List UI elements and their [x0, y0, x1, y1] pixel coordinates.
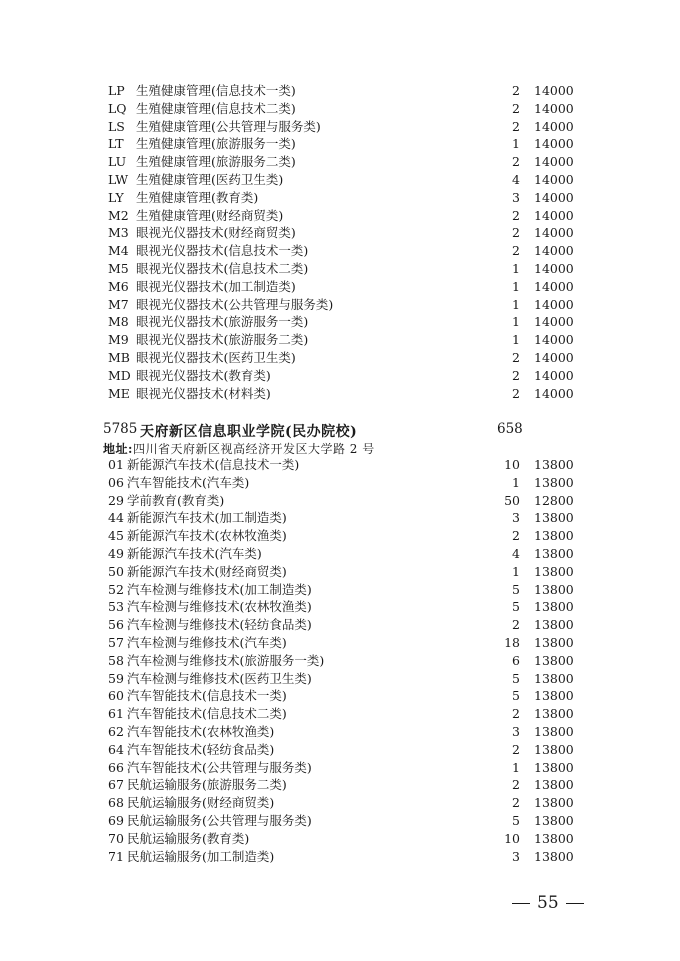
major-name: 汽车检测与维修技术(农林牧渔类): [127, 599, 312, 615]
major-code: LT: [108, 136, 124, 152]
major-code: LP: [108, 83, 125, 98]
plan-count: 2: [512, 385, 520, 401]
major-name: 汽车智能技术(信息技术二类): [127, 706, 287, 722]
plan-count: 2: [512, 528, 520, 544]
plan-count: 5: [512, 599, 520, 615]
major-name: 生殖健康管理(信息技术二类): [136, 100, 296, 116]
major-name: 眼视光仪器技术(信息技术一类): [136, 243, 309, 259]
major-code: 70: [108, 830, 124, 846]
plan-count: 2: [512, 207, 520, 223]
plan-count: 10: [504, 830, 520, 846]
major-name: 民航运输服务(教育类): [127, 830, 250, 846]
plan-count: 1: [512, 314, 520, 330]
major-code: 59: [108, 670, 124, 686]
tuition-fee: 14000: [534, 83, 574, 98]
tuition-fee: 14000: [534, 296, 574, 312]
tuition-fee: 14000: [534, 171, 574, 187]
plan-count: 3: [512, 510, 520, 526]
major-code: 57: [108, 634, 124, 650]
major-name: 汽车智能技术(轻纺食品类): [127, 741, 275, 757]
table-row: [0, 598, 680, 616]
table-row: [0, 367, 680, 385]
major-name: 眼视光仪器技术(医药卫生类): [136, 349, 296, 365]
major-name: 新能源汽车技术(汽车类): [127, 545, 262, 561]
plan-count: 2: [512, 741, 520, 757]
major-code: M9: [108, 332, 129, 348]
table-row: [0, 296, 680, 314]
plan-count: 50: [504, 492, 520, 508]
tuition-fee: 13800: [534, 599, 574, 615]
plan-count: 4: [512, 171, 520, 187]
major-code: 56: [108, 617, 124, 633]
tuition-fee: 13800: [534, 457, 574, 472]
major-name: 民航运输服务(财经商贸类): [127, 795, 275, 811]
major-name: 民航运输服务(加工制造类): [127, 848, 275, 864]
table-row: [0, 82, 680, 100]
major-name: 汽车检测与维修技术(轻纺食品类): [127, 617, 312, 633]
plan-count: 2: [512, 118, 520, 134]
major-name: 眼视光仪器技术(公共管理与服务类): [136, 296, 334, 312]
plan-count: 3: [512, 848, 520, 864]
address-text: 四川省天府新区视高经济开发区大学路 2 号: [132, 442, 375, 456]
major-list-school-5785: [0, 456, 680, 865]
page-number: [512, 893, 584, 913]
major-name: 汽车智能技术(公共管理与服务类): [127, 759, 312, 775]
plan-count: 1: [512, 278, 520, 294]
major-list-previous-school: [0, 82, 680, 402]
major-code: LS: [108, 118, 125, 134]
tuition-fee: 14000: [534, 385, 574, 401]
table-row: [0, 224, 680, 242]
major-code: 62: [108, 723, 124, 739]
plan-count: 1: [512, 563, 520, 579]
tuition-fee: 14000: [534, 154, 574, 170]
major-name: 汽车智能技术(汽车类): [127, 474, 250, 490]
school-total-plan: 658: [497, 421, 523, 437]
plan-count: 1: [512, 260, 520, 276]
major-code: 29: [108, 492, 124, 508]
tuition-fee: 13800: [534, 723, 574, 739]
plan-count: 6: [512, 652, 520, 668]
school-code: 5785: [103, 421, 138, 437]
major-code: M7: [108, 296, 129, 312]
major-name: 汽车检测与维修技术(旅游服务一类): [127, 652, 325, 668]
tuition-fee: 14000: [534, 332, 574, 348]
plan-count: 2: [512, 225, 520, 241]
major-name: 生殖健康管理(财经商贸类): [136, 207, 284, 223]
major-code: 58: [108, 652, 124, 668]
tuition-fee: 13800: [534, 652, 574, 668]
major-name: 眼视光仪器技术(财经商贸类): [136, 225, 296, 241]
plan-count: 4: [512, 545, 520, 561]
table-row: [0, 848, 680, 866]
plan-count: 2: [512, 617, 520, 633]
major-code: 69: [108, 812, 124, 828]
major-name: 民航运输服务(公共管理与服务类): [127, 812, 312, 828]
plan-count: 18: [504, 634, 520, 650]
school-address: [103, 440, 375, 457]
tuition-fee: 13800: [534, 848, 574, 864]
major-name: 新能源汽车技术(财经商贸类): [127, 563, 287, 579]
table-row: [0, 118, 680, 136]
table-row: [0, 349, 680, 367]
plan-count: 5: [512, 581, 520, 597]
table-row: [0, 723, 680, 741]
major-name: 眼视光仪器技术(旅游服务一类): [136, 314, 309, 330]
page-number-text: 55: [537, 893, 559, 913]
table-row: [0, 830, 680, 848]
plan-count: 2: [512, 777, 520, 793]
major-name: 生殖健康管理(旅游服务二类): [136, 154, 296, 170]
major-code: LW: [108, 171, 129, 187]
plan-count: 5: [512, 812, 520, 828]
major-name: 民航运输服务(旅游服务二类): [127, 777, 287, 793]
tuition-fee: 14000: [534, 367, 574, 383]
major-code: LY: [108, 189, 124, 205]
plan-count: 1: [512, 759, 520, 775]
tuition-fee: 14000: [534, 225, 574, 241]
major-code: 01: [108, 457, 124, 472]
major-name: 眼视光仪器技术(旅游服务二类): [136, 332, 309, 348]
plan-count: 3: [512, 723, 520, 739]
tuition-fee: 14000: [534, 314, 574, 330]
table-row: [0, 100, 680, 118]
school-name: 天府新区信息职业学院(民办院校): [140, 424, 358, 440]
plan-count: 1: [512, 296, 520, 312]
table-row: [0, 385, 680, 403]
table-row: [0, 153, 680, 171]
tuition-fee: 14000: [534, 100, 574, 116]
table-row: [0, 527, 680, 545]
major-code: LU: [108, 154, 127, 170]
major-code: 71: [108, 848, 124, 864]
major-name: 生殖健康管理(教育类): [136, 189, 259, 205]
table-row: [0, 456, 680, 474]
tuition-fee: 13800: [534, 545, 574, 561]
table-row: [0, 278, 680, 296]
major-code: M2: [108, 207, 129, 223]
major-code: 50: [108, 563, 124, 579]
major-name: 眼视光仪器技术(教育类): [136, 367, 271, 383]
plan-count: 2: [512, 349, 520, 365]
table-row: [0, 794, 680, 812]
major-code: 44: [108, 510, 124, 526]
tuition-fee: 13800: [534, 528, 574, 544]
tuition-fee: 14000: [534, 260, 574, 276]
major-name: 汽车检测与维修技术(汽车类): [127, 634, 287, 650]
plan-count: 5: [512, 688, 520, 704]
major-code: M8: [108, 314, 129, 330]
tuition-fee: 14000: [534, 136, 574, 152]
major-name: 新能源汽车技术(信息技术一类): [127, 457, 300, 472]
tuition-fee: 13800: [534, 563, 574, 579]
major-code: MD: [108, 367, 131, 383]
major-code: 49: [108, 545, 124, 561]
tuition-fee: 13800: [534, 741, 574, 757]
major-code: 06: [108, 474, 124, 490]
major-code: LQ: [108, 100, 127, 116]
table-row: [0, 741, 680, 759]
tuition-fee: 14000: [534, 243, 574, 259]
major-code: 66: [108, 759, 124, 775]
table-row: [0, 189, 680, 207]
page-dash-left: [512, 903, 530, 904]
major-name: 汽车检测与维修技术(加工制造类): [127, 581, 312, 597]
major-name: 汽车检测与维修技术(医药卫生类): [127, 670, 312, 686]
plan-count: 2: [512, 243, 520, 259]
tuition-fee: 13800: [534, 510, 574, 526]
table-row: [0, 545, 680, 563]
major-code: M6: [108, 278, 129, 294]
plan-count: 5: [512, 670, 520, 686]
table-row: [0, 776, 680, 794]
tuition-fee: 13800: [534, 830, 574, 846]
table-row: [0, 652, 680, 670]
major-name: 新能源汽车技术(农林牧渔类): [127, 528, 287, 544]
tuition-fee: 13800: [534, 812, 574, 828]
major-name: 生殖健康管理(公共管理与服务类): [136, 118, 321, 134]
address-label: 地址:: [103, 442, 133, 456]
major-code: MB: [108, 349, 130, 365]
tuition-fee: 13800: [534, 670, 574, 686]
table-row: [0, 207, 680, 225]
plan-count: 10: [504, 457, 520, 472]
major-code: 64: [108, 741, 124, 757]
plan-count: 2: [512, 367, 520, 383]
tuition-fee: 13800: [534, 777, 574, 793]
table-row: [0, 509, 680, 527]
plan-count: 2: [512, 154, 520, 170]
table-row: [0, 474, 680, 492]
tuition-fee: 14000: [534, 189, 574, 205]
table-row: [0, 563, 680, 581]
major-name: 眼视光仪器技术(加工制造类): [136, 278, 296, 294]
plan-count: 1: [512, 332, 520, 348]
major-code: 61: [108, 706, 124, 722]
table-row: [0, 670, 680, 688]
plan-count: 2: [512, 706, 520, 722]
tuition-fee: 14000: [534, 278, 574, 294]
tuition-fee: 14000: [534, 349, 574, 365]
tuition-fee: 14000: [534, 207, 574, 223]
table-row: [0, 759, 680, 777]
plan-count: 2: [512, 795, 520, 811]
major-name: 生殖健康管理(旅游服务一类): [136, 136, 296, 152]
tuition-fee: 13800: [534, 581, 574, 597]
tuition-fee: 13800: [534, 759, 574, 775]
tuition-fee: 14000: [534, 118, 574, 134]
table-row: [0, 812, 680, 830]
tuition-fee: 12800: [534, 492, 574, 508]
table-row: [0, 331, 680, 349]
tuition-fee: 13800: [534, 474, 574, 490]
table-row: [0, 687, 680, 705]
tuition-fee: 13800: [534, 634, 574, 650]
plan-count: 1: [512, 136, 520, 152]
plan-count: 2: [512, 100, 520, 116]
major-code: 53: [108, 599, 124, 615]
plan-count: 1: [512, 474, 520, 490]
major-name: 眼视光仪器技术(材料类): [136, 385, 271, 401]
table-row: [0, 242, 680, 260]
major-code: 67: [108, 777, 124, 793]
major-code: 60: [108, 688, 124, 704]
plan-count: 3: [512, 189, 520, 205]
table-row: [0, 135, 680, 153]
table-row: [0, 260, 680, 278]
table-row: [0, 581, 680, 599]
table-row: [0, 634, 680, 652]
major-name: 汽车智能技术(信息技术一类): [127, 688, 287, 704]
major-name: 新能源汽车技术(加工制造类): [127, 510, 287, 526]
major-name: 眼视光仪器技术(信息技术二类): [136, 260, 309, 276]
table-row: [0, 616, 680, 634]
major-code: M4: [108, 243, 129, 259]
tuition-fee: 13800: [534, 795, 574, 811]
table-row: [0, 313, 680, 331]
table-row: [0, 492, 680, 510]
major-code: 68: [108, 795, 124, 811]
major-name: 生殖健康管理(医药卫生类): [136, 171, 284, 187]
tuition-fee: 13800: [534, 706, 574, 722]
tuition-fee: 13800: [534, 688, 574, 704]
major-code: 45: [108, 528, 124, 544]
table-row: [0, 705, 680, 723]
page-dash-right: [566, 903, 584, 904]
major-code: 52: [108, 581, 124, 597]
major-code: ME: [108, 385, 130, 401]
major-code: M3: [108, 225, 129, 241]
tuition-fee: 13800: [534, 617, 574, 633]
major-name: 生殖健康管理(信息技术一类): [136, 83, 296, 98]
major-name: 汽车智能技术(农林牧渔类): [127, 723, 275, 739]
major-code: M5: [108, 260, 129, 276]
table-row: [0, 171, 680, 189]
plan-count: 2: [512, 83, 520, 98]
major-name: 学前教育(教育类): [127, 492, 225, 508]
